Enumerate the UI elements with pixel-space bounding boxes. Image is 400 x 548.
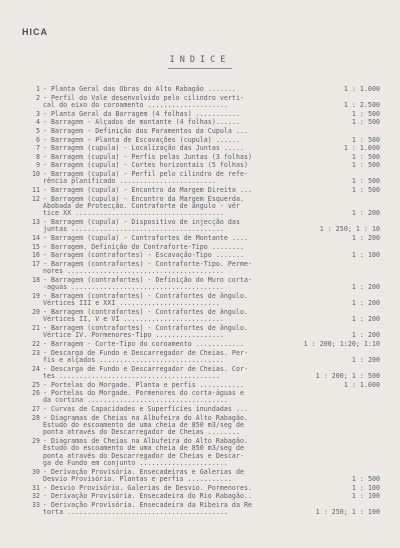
- entry-title: [43, 111, 288, 118]
- entry-title-line: Desvio Provisório. Plantas e perfis ...........: [43, 475, 232, 484]
- entry-title: [43, 235, 288, 242]
- entry-title-line: cal do eixo do coroamento ....................: [43, 100, 228, 109]
- entry-scale: 1 : 500: [351, 177, 380, 186]
- index-entry: [24, 111, 380, 118]
- index-entry: [24, 187, 380, 194]
- entry-scale: 1 : 500: [351, 475, 380, 484]
- index-entry: [24, 244, 380, 251]
- entry-scale: 1 : 1.000: [343, 144, 380, 153]
- entry-number: 28: [31, 413, 40, 422]
- entry-title-line: nores .......................................: [43, 267, 224, 276]
- entry-title-line: - Barragem (cupula) - Contrafortes de Montante ....: [43, 234, 249, 243]
- entry-title-line: - Barragem (cupula) - Encontro da Margem Esquerda.: [43, 194, 244, 203]
- index-entry: [24, 261, 380, 276]
- page-title: INDICE: [169, 55, 231, 65]
- entry-title-line: - Barragem (cupula) - Cortes horizontais (5 folhas): [43, 161, 249, 170]
- index-entry: [24, 162, 380, 169]
- entry-number: 22: [31, 339, 40, 348]
- index-entry: [24, 252, 380, 259]
- entry-scale: 1 : 250; 1 : 10: [319, 225, 380, 234]
- entry-scale: 1 : 200: [351, 234, 380, 243]
- entry-title-line: - Barragem (contrafortes) - Contrafortes de ângulo.: [43, 291, 249, 300]
- entry-title-line: - Barragem. Definição do Contraforte-Tipo ........: [43, 242, 244, 251]
- index-entry: [24, 485, 380, 492]
- entry-scale: 1 : 250; 1 : 100: [315, 508, 380, 517]
- index-entry: [24, 171, 380, 186]
- title-underline: [168, 68, 232, 69]
- index-entry: [24, 366, 380, 381]
- entry-number: 9: [35, 161, 40, 170]
- index-entry: [24, 382, 380, 389]
- entry-number: 30: [31, 467, 40, 476]
- entry-number: 25: [31, 380, 40, 389]
- entry-title: [43, 261, 288, 276]
- entry-title-line: Vértices II, V e VI .........................: [43, 315, 224, 324]
- entry-title-line: - Portelas do Morgade. Pormenores do corta-águas e: [43, 389, 244, 398]
- entry-scale: 1 : 200; 1:20; 1:10: [303, 339, 380, 348]
- entry-title: [43, 219, 288, 234]
- entry-number: 5: [35, 126, 40, 135]
- entry-title-line: rência planificado ........................: [43, 177, 216, 186]
- entry-title: [43, 325, 288, 340]
- entry-number: 4: [35, 118, 40, 127]
- entry-title: [43, 493, 288, 500]
- entry-title: [43, 382, 288, 389]
- entry-title: [43, 366, 288, 381]
- entry-number: 24: [31, 364, 40, 373]
- entry-title: [43, 309, 288, 324]
- entry-title-line: - Barragem (cupula) - Localização das Juntas .....: [43, 144, 244, 153]
- entry-title-line: ponta através do Descarregador de Cheias ........: [43, 428, 240, 437]
- entry-title-line: - Descarga de Fundo e Descarregador de Cheias. Cor-: [43, 364, 249, 373]
- entry-number: 21: [31, 323, 40, 332]
- entry-title-line: da cortina ...................................: [43, 396, 228, 405]
- entry-number: 11: [31, 186, 40, 195]
- entry-title-line: Estudo do escoamento de uma cheia de 850 m3/seg de: [43, 444, 244, 453]
- entry-title: [43, 390, 288, 405]
- entry-title: [43, 438, 288, 467]
- index-entry: [24, 502, 380, 517]
- entry-scale: 1 : 500: [351, 161, 380, 170]
- entry-title-line: Vértices III e XXI .........................: [43, 299, 220, 308]
- entry-title: [43, 277, 288, 292]
- index-list: [24, 86, 380, 517]
- entry-number: 14: [31, 234, 40, 243]
- entry-scale: 1 : 500: [351, 135, 380, 144]
- entry-title-line: tes ........................................: [43, 371, 220, 380]
- entry-number: 15: [31, 242, 40, 251]
- entry-title-line: Abobada de Protecção. Contraforte de ângulo - vér: [43, 202, 240, 211]
- index-entry: [24, 341, 380, 348]
- entry-scale: 1 : 500: [351, 118, 380, 127]
- entry-title: [43, 350, 288, 365]
- entry-title-line: - Diagramas de Cheias na Albufeira do Alto Rabagão.: [43, 413, 249, 422]
- entry-scale: 1 : 100: [351, 492, 380, 501]
- entry-title-line: Estudo do escoamento de uma cheia de 850 m3/seg de: [43, 421, 244, 430]
- entry-title-line: - Barragem (contrafortes) - Escavação-Tipo .......: [43, 251, 244, 260]
- entry-number: 26: [31, 389, 40, 398]
- entry-number: 1: [35, 85, 40, 93]
- entry-title-line: - Derivação Provisória. Ensecadeira da Ribeira da Re: [43, 501, 253, 510]
- entry-title-line: - Barragem - Corte-Tipo do coroamento ............: [43, 339, 244, 348]
- entry-title: [43, 95, 288, 110]
- index-entry: [24, 196, 380, 218]
- entry-number: 33: [31, 501, 40, 510]
- entry-number: 31: [31, 483, 40, 492]
- entry-title-line: juntas ......................................: [43, 225, 224, 234]
- entry-title-line: - Barragem (cupula) - Perfil pelo cilindro de refe-: [43, 170, 249, 179]
- index-entry: [24, 390, 380, 405]
- entry-number: 23: [31, 348, 40, 357]
- index-entry: [24, 277, 380, 292]
- index-entry: [24, 235, 380, 242]
- index-entry: [24, 145, 380, 152]
- entry-title-line: - Descarga de Fundo e Descarregador de Cheias. Per-: [43, 348, 249, 357]
- entry-number: 17: [31, 259, 40, 268]
- entry-scale: 1 : 200: [351, 283, 380, 292]
- entry-scale: 1 : 200: [351, 209, 380, 218]
- entry-number: 20: [31, 307, 40, 316]
- entry-title-line: - Curvas de Capacidades e Superfícies inundadas ...: [43, 405, 249, 414]
- entry-title-line: - Planta Geral da Barragem (4 folhas) ...........: [43, 109, 240, 118]
- index-entry: [24, 128, 380, 135]
- entry-title: [43, 154, 288, 161]
- index-entry: [24, 325, 380, 340]
- entry-title: [43, 341, 288, 348]
- entry-number: 7: [35, 144, 40, 153]
- index-entry: [24, 493, 380, 500]
- entry-title: [43, 171, 288, 186]
- index-entry: [24, 95, 380, 110]
- entry-number: 6: [35, 135, 40, 144]
- entry-title: [43, 187, 288, 194]
- entry-title-line: - Portelas do Morgade. Planta e perfis ...........: [43, 380, 244, 389]
- entry-number: 8: [35, 152, 40, 161]
- entry-number: 18: [31, 275, 40, 284]
- entry-number: 12: [31, 194, 40, 203]
- entry-title-line: -aguas ......................................: [43, 283, 224, 292]
- entry-scale: 1 : 200: [351, 355, 380, 364]
- entry-title-line: - Derivação Provisória. Ensecadeira do Rio Rabagão..: [43, 492, 253, 501]
- entry-title-line: torta ........................................: [43, 508, 228, 517]
- entry-scale: 1 : 1.000: [343, 85, 380, 93]
- index-entry: [24, 137, 380, 144]
- entry-title: [43, 415, 288, 437]
- entry-title: [43, 502, 288, 517]
- index-entry: [24, 119, 380, 126]
- entry-title-line: - Barragem (cupula) - Encontro da Margem Direita ...: [43, 186, 253, 195]
- entry-title-line: ga de Fundo em conjunto ......................: [43, 459, 228, 468]
- entry-title: [43, 196, 288, 218]
- entry-title: [43, 485, 288, 492]
- entry-number: 27: [31, 405, 40, 414]
- entry-number: 32: [31, 492, 40, 501]
- entry-number: 13: [31, 218, 40, 227]
- entry-number: 19: [31, 291, 40, 300]
- index-entry: [24, 469, 380, 484]
- entry-number: 10: [31, 170, 40, 179]
- index-entry: [24, 293, 380, 308]
- entry-scale: 1 : 100: [351, 251, 380, 260]
- entry-scale: 1 : 200: [351, 315, 380, 324]
- entry-scale: 1 : 200: [351, 331, 380, 340]
- entry-title-line: - Barragem (contrafortes) - Definição do Muro corta-: [43, 275, 253, 284]
- entry-scale: 1 : 2.500: [343, 100, 380, 109]
- entry-title-line: - Barragem (cupula) - Dispositivo de injecção das: [43, 218, 240, 227]
- entry-scale: 1 : 500: [351, 109, 380, 118]
- entry-title-line: - Barragem - Planta de Escavações (cupula) ......: [43, 135, 240, 144]
- entry-title-line: - Planta Geral das Obras do Alto Rabagão .......: [43, 85, 236, 93]
- entry-title-line: ponta através do Descarregador de Cheias e Descar-: [43, 451, 244, 460]
- index-entry: [24, 415, 380, 437]
- entry-scale: 1 : 500: [351, 186, 380, 195]
- entry-title: [43, 244, 288, 251]
- entry-title: [43, 86, 288, 93]
- entry-scale: 1 : 100: [351, 483, 380, 492]
- entry-title-line: - Barragem (contrafortes) - Contrafortes de ângulo.: [43, 307, 249, 316]
- index-entry: [24, 406, 380, 413]
- document-code: HICA: [22, 27, 48, 37]
- entry-scale: 1 : 500: [351, 152, 380, 161]
- entry-title: [43, 145, 288, 152]
- entry-number: 29: [31, 437, 40, 446]
- entry-title: [43, 293, 288, 308]
- entry-title-line: - Barragem (cupula) - Perfis pelas Juntas (3 folhas): [43, 152, 253, 161]
- index-entry: [24, 309, 380, 324]
- entry-title-line: tice XX .....................................: [43, 209, 224, 218]
- entry-title-line: - Perfil do Vale desenvolvido pelo cilindro verti-: [43, 93, 244, 102]
- entry-title: [43, 252, 288, 259]
- entry-number: 2: [35, 93, 40, 102]
- entry-scale: 1 : 200; 1 : 500: [315, 371, 380, 380]
- entry-scale: 1 : 200: [351, 299, 380, 308]
- index-entry: [24, 86, 380, 93]
- index-entry: [24, 350, 380, 365]
- entry-title: [43, 137, 288, 144]
- entry-title-line: - Derivação Provisória. Ensecadeiras e Galerias de: [43, 467, 244, 476]
- entry-number: 3: [35, 109, 40, 118]
- index-entry: [24, 154, 380, 161]
- index-entry: [24, 438, 380, 467]
- entry-title-line: - Barragem - Definição dos Paramentos da Cupula ...: [43, 126, 249, 135]
- entry-title: [43, 162, 288, 169]
- entry-title-line: Vértice IV. Pormenores-Tipo .................: [43, 331, 224, 340]
- entry-title-line: - Diagramas de Cheias na Albufeira do Alto Rabagão.: [43, 437, 249, 446]
- entry-scale: 1 : 1.000: [343, 380, 380, 389]
- entry-title: [43, 128, 288, 135]
- index-entry: [24, 219, 380, 234]
- entry-title-line: - Barragem - Alçados de montante (4 folhas)......: [43, 118, 240, 127]
- entry-number: 16: [31, 251, 40, 260]
- entry-title-line: - Desvio Provisório. Galerias de Desvio. Pormenores.: [43, 483, 253, 492]
- entry-title-line: fis e alçados ...............................: [43, 355, 224, 364]
- entry-title: [43, 469, 288, 484]
- entry-title-line: - Barragem (contrafortes) - Contraforte-Tipo. Perme-: [43, 259, 253, 268]
- entry-title-line: - Barragem (contrafortes) - Contrafortes de ângulo.: [43, 323, 249, 332]
- entry-title: [43, 406, 288, 413]
- entry-title: [43, 119, 288, 126]
